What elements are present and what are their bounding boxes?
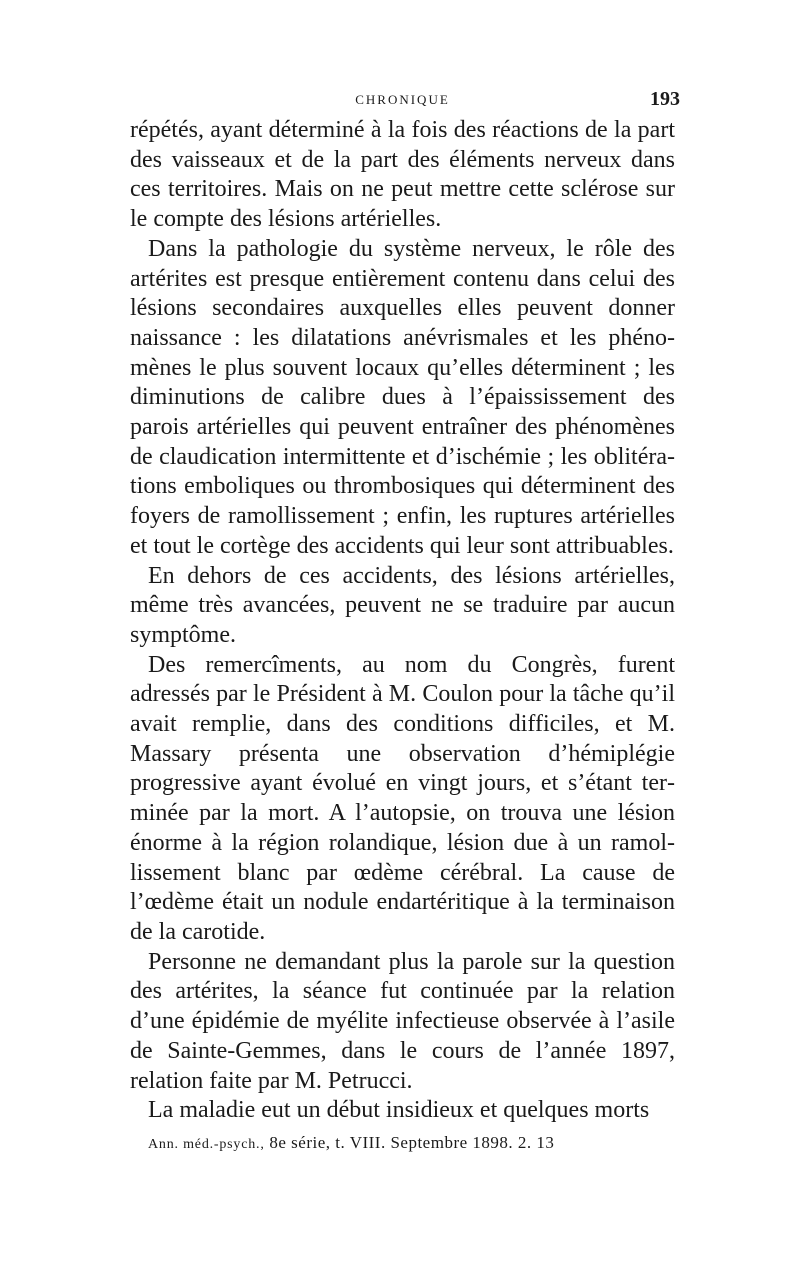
paragraph-epidemie: Personne ne demandant plus la parole sur la question des artérites, la séance fut continuée par la relation d’une épidémie de myélite infectieuse observée à l’asile de Sainte-Gemmes, dans le cours de l’année 1897, relation faite par M. Petrucci. <box>130 948 675 1094</box>
running-title: CHRONIQUE <box>355 92 450 107</box>
paragraph-accidents: En dehors de ces accidents, des lésions artérielles, même très avancées, peuvent ne se traduire par aucun symptôme. <box>130 562 675 648</box>
footer-signature: 2. 13 <box>517 1133 555 1152</box>
running-header <box>130 86 680 116</box>
paragraph-remerciments: Des remercîments, au nom du Congrès, furent adressés par le Président à M. Coulon pour la tâche qu’il avait remplie, dans des conditions difficiles, et M. Massary présenta une observation d’hémiplégie progressive ayant évolué en vingt jours, et s’étant terminée par la mort. A l’autopsie, on trouva une lésion énorme à la région rolandique, lésion due à un ramollissement blanc par œdème cérébral. La cause de l’œdème était un nodule endartéritique à la terminaison de la carotide. <box>130 651 675 945</box>
page-number: 193 <box>650 88 680 110</box>
footer-journal: Ann. méd.-psych., <box>148 1137 265 1152</box>
paragraph-maladie: La maladie eut un début insidieux et quelques morts <box>148 1097 650 1124</box>
footer-series: 8e série, t. VIII. Septembre 1898. <box>269 1133 514 1152</box>
paragraph-continuation: répétés, ayant déterminé à la fois des réactions de la part des vaisseaux et de la part des éléments nerveux dans ces territoires. Mais on ne peut mettre cette sclérose sur le compte des lésions artérielles. <box>130 117 675 233</box>
paragraph-pathologie: Dans la pathologie du système nerveux, le rôle des artérites est presque entièrement contenu dans celui des lésions secondaires auxquelles elles peuvent donner naissance : les dilatations anévrismales et les phénomènes le plus souvent locaux qu’elles déterminent ; les diminutions de calibre dues à l’épaississement des parois artérielles qui peuvent entraîner des phénomènes de claudication intermittente et d’ischémie ; les oblitérations emboliques ou thrombosiques qui déterminent des foyers de ramollissement ; enfin, les ruptures artérielles et tout le cortège des accidents qui leur sont attribuables. <box>130 235 675 559</box>
page-footer <box>148 1133 658 1153</box>
page-body <box>130 86 680 1126</box>
